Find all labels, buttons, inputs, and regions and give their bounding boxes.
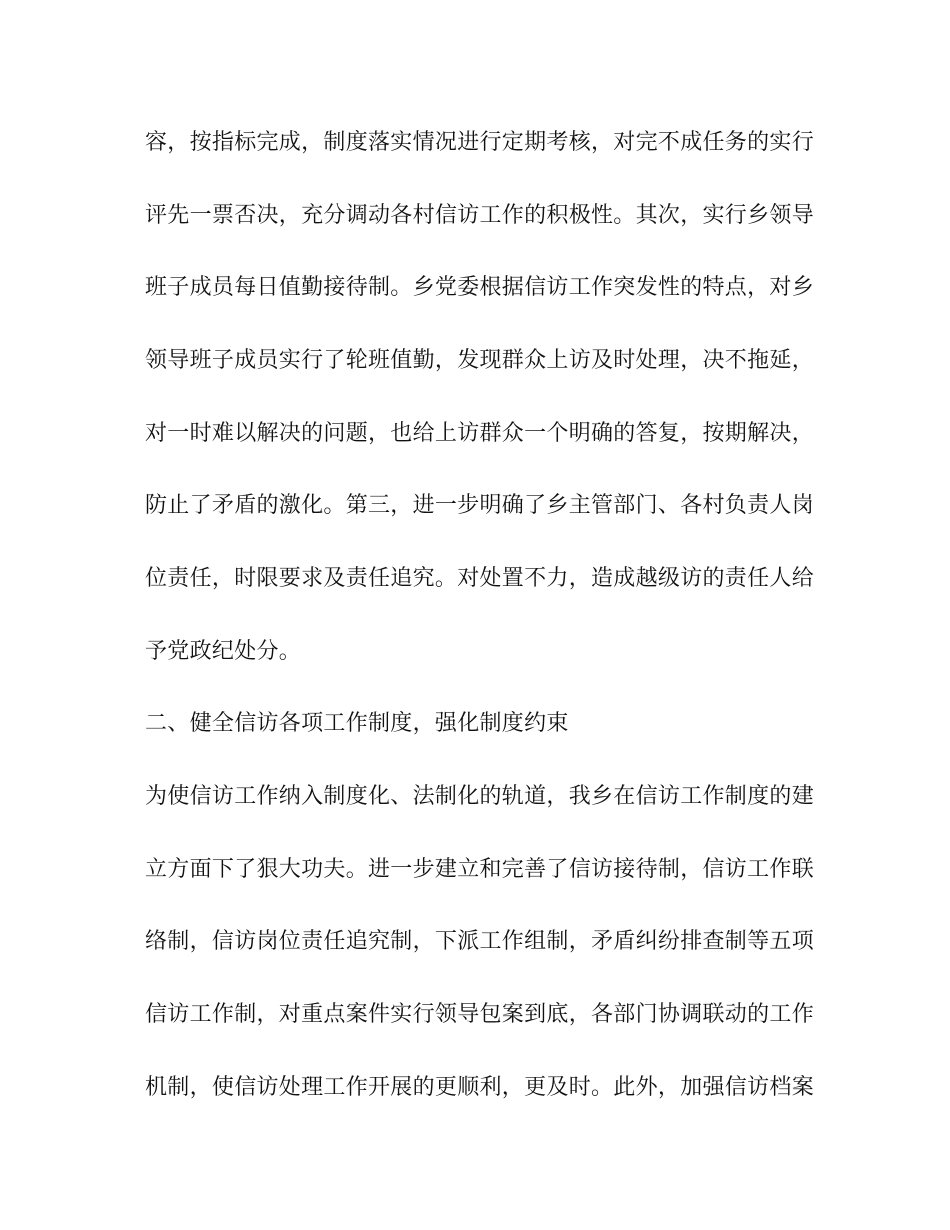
text-line: 机制，使信访处理工作开展的更顺利，更及时。此外，加强信访档案: [145, 1075, 815, 1100]
text-line: 为使信访工作纳入制度化、法制化的轨道，我乡在信访工作制度的建: [145, 784, 815, 809]
text-line: 防止了矛盾的激化。第三，进一步明确了乡主管部门、各村负责人岗: [145, 493, 815, 518]
text-line: 评先一票否决，充分调动各村信访工作的积极性。其次，实行乡领导: [145, 203, 815, 228]
text-line: 位责任，时限要求及责任追究。对处置不力，造成越级访的责任人给: [145, 566, 815, 591]
text-line: 容，按指标完成，制度落实情况进行定期考核，对完不成任务的实行: [145, 130, 815, 155]
text-line: 信访工作制，对重点案件实行领导包案到底，各部门协调联动的工作: [145, 1002, 815, 1027]
section-heading: 二、健全信访各项工作制度，强化制度约束: [145, 711, 569, 736]
text-line: 络制，信访岗位责任追究制，下派工作组制，矛盾纠纷排查制等五项: [145, 929, 815, 954]
text-line: 予党政纪处分。: [145, 639, 302, 664]
text-line: 领导班子成员实行了轮班值勤，发现群众上访及时处理，决不拖延，: [145, 348, 815, 373]
text-line: 班子成员每日值勤接待制。乡党委根据信访工作突发性的特点，对乡: [145, 275, 815, 300]
text-line: 对一时难以解决的问题，也给上访群众一个明确的答复，按期解决，: [145, 421, 815, 446]
text-line: 立方面下了狠大功夫。进一步建立和完善了信访接待制，信访工作联: [145, 857, 815, 882]
